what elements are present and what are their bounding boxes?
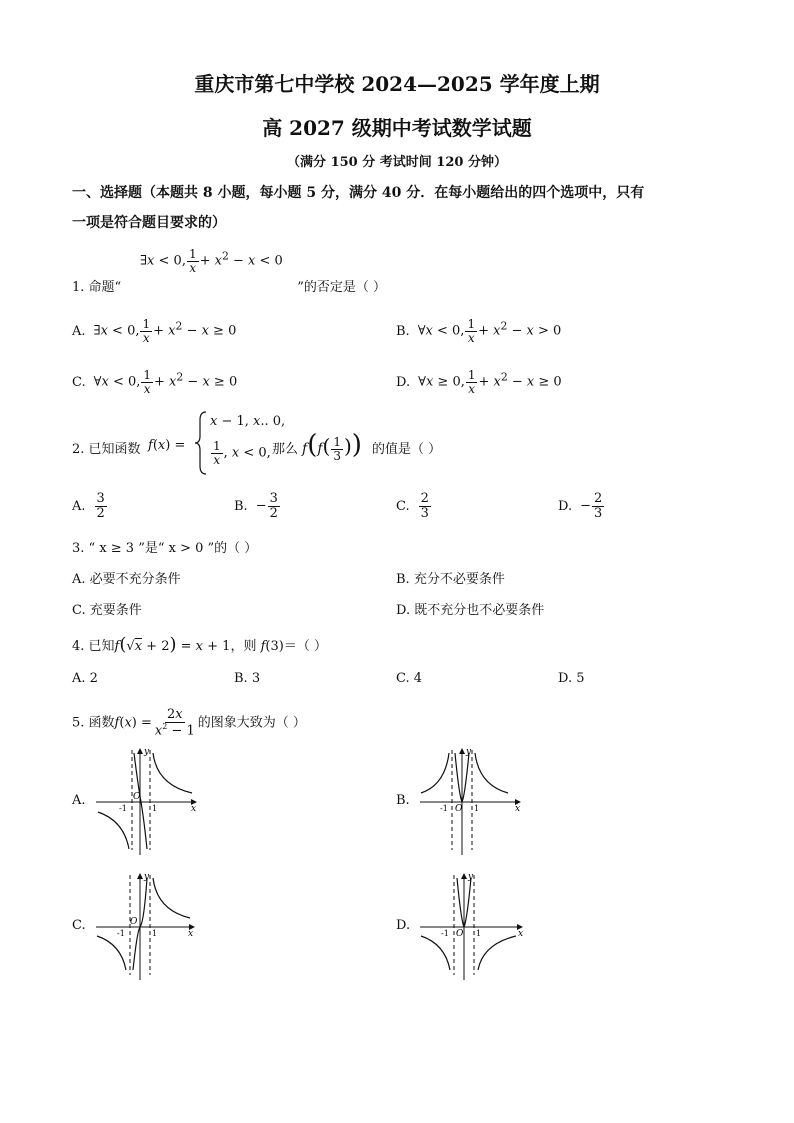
q5-graph-b bbox=[418, 745, 528, 857]
q1-proposition: ∃x < 0, $\frac{1}{x}$ + $x^2 - x < 0$ bbox=[140, 247, 283, 275]
q5-graph-a bbox=[94, 745, 204, 857]
svg-text:x: x bbox=[191, 804, 197, 814]
q5-stem: 5. 函数f(x) = $\frac{2x}{x^2 - 1}$ 的图象大致为（ ） bbox=[72, 707, 306, 738]
q5-option-b-label: B. bbox=[396, 793, 410, 808]
q2-option-a: A. $\frac{3}{2}$ bbox=[72, 491, 105, 521]
svg-text:y: y bbox=[144, 872, 150, 882]
q5-option-a-label: A. bbox=[72, 793, 86, 808]
q5-graph-d bbox=[418, 870, 528, 982]
q3-option-a: A. 必要不充分条件 bbox=[72, 572, 181, 587]
q2-piece2: $\frac{1}{x}$ , x < 0, bbox=[213, 439, 271, 467]
q4-stem: 4. 已知f(√x + 2) = x + 1，则 f(3)＝（ ） bbox=[72, 634, 327, 655]
svg-text:-1: -1 bbox=[119, 804, 127, 813]
svg-text:y: y bbox=[466, 747, 472, 757]
q3-option-b: B. 充分不必要条件 bbox=[396, 572, 505, 587]
q3-option-c: C. 充要条件 bbox=[72, 603, 142, 618]
q5-option-d-label: D. bbox=[396, 918, 411, 933]
svg-text:O: O bbox=[455, 804, 463, 814]
svg-text:O: O bbox=[456, 929, 464, 939]
q1-option-d: D. ∀x ≥ 0, $\frac{1}{x}$ + $x^2 - x \ge 0$ bbox=[396, 368, 562, 396]
q2-brace bbox=[194, 410, 208, 476]
q5-prefix: 5. 函数 bbox=[72, 715, 115, 731]
svg-text:x: x bbox=[518, 929, 524, 939]
svg-text:1: 1 bbox=[476, 929, 482, 938]
q4-prefix: 4. 已知 bbox=[72, 639, 115, 654]
q2-middle: 那么 bbox=[272, 442, 299, 457]
q3-option-d: D. 既不充分也不必要条件 bbox=[396, 603, 545, 618]
q4-option-c: C. 4 bbox=[396, 671, 423, 686]
q2-expression: f(f( $\frac{1}{3}$ )) bbox=[302, 430, 362, 463]
q2-suffix: 的值是（ ） bbox=[372, 442, 442, 457]
svg-text:-1: -1 bbox=[117, 929, 125, 938]
q2-prefix: 2. 已知函数 bbox=[72, 442, 141, 457]
svg-text:y: y bbox=[468, 872, 474, 882]
svg-text:1: 1 bbox=[152, 929, 158, 938]
q1-stem bbox=[72, 276, 386, 295]
q2-fx: f(x) = bbox=[148, 438, 186, 453]
q3-stem: 3. “ x ≥ 3 ”是“ x > 0 ”的（ ） bbox=[72, 541, 258, 556]
q2-option-c: C. $\frac{2}{3}$ bbox=[396, 491, 429, 521]
svg-text:x: x bbox=[515, 804, 521, 814]
exam-subtitle: 高 2027 级期中考试数学试题 bbox=[262, 116, 532, 140]
q5-suffix: 的图象大致为（ ） bbox=[197, 715, 306, 731]
q5-option-c-label: C. bbox=[72, 918, 86, 933]
svg-text:1: 1 bbox=[152, 804, 158, 813]
q1-option-a: A. ∃x < 0, $\frac{1}{x}$ + $x^2 - x \ge 0$ bbox=[72, 317, 237, 345]
q4-option-a: A. 2 bbox=[72, 671, 98, 686]
svg-text:y: y bbox=[144, 747, 150, 757]
q4-option-d: D. 5 bbox=[558, 671, 585, 686]
svg-text:-1: -1 bbox=[441, 929, 449, 938]
q4-option-b: B. 3 bbox=[234, 671, 261, 686]
q5-graph-c bbox=[94, 870, 204, 982]
q2-option-d: D. − $\frac{2}{3}$ bbox=[558, 491, 603, 521]
svg-text:x: x bbox=[188, 929, 194, 939]
q1-suffix: ”的否定是（ ） bbox=[297, 280, 386, 295]
q4-suffix: ，则 bbox=[230, 639, 257, 654]
q1-prefix: 1. 命题“ bbox=[72, 280, 122, 295]
exam-note: （满分 150 分 考试时间 120 分钟） bbox=[287, 155, 507, 170]
svg-text:-1: -1 bbox=[440, 804, 448, 813]
svg-text:O: O bbox=[130, 917, 138, 927]
q1-option-b: B. ∀x < 0, $\frac{1}{x}$ + $x^2 - x > 0$ bbox=[396, 317, 562, 345]
svg-text:O: O bbox=[133, 792, 141, 802]
section-heading-line2: 一项是符合题目要求的） bbox=[72, 215, 226, 231]
section-heading-line1: 一、选择题（本题共 8 小题，每小题 5 分，满分 40 分．在每小题给出的四个选项中，只有 bbox=[72, 185, 645, 201]
q4-end: ＝（ ） bbox=[283, 639, 327, 654]
exam-title: 重庆市第七中学校 2024—2025 学年度上期 bbox=[194, 72, 600, 96]
q1-option-c: C. ∀x < 0, $\frac{1}{x}$ + $x^2 - x \ge 0$ bbox=[72, 368, 238, 396]
q2-option-b: B. − $\frac{3}{2}$ bbox=[234, 491, 278, 521]
svg-text:1: 1 bbox=[474, 804, 480, 813]
q2-piece1: x − 1, x.. 0, bbox=[210, 414, 286, 429]
